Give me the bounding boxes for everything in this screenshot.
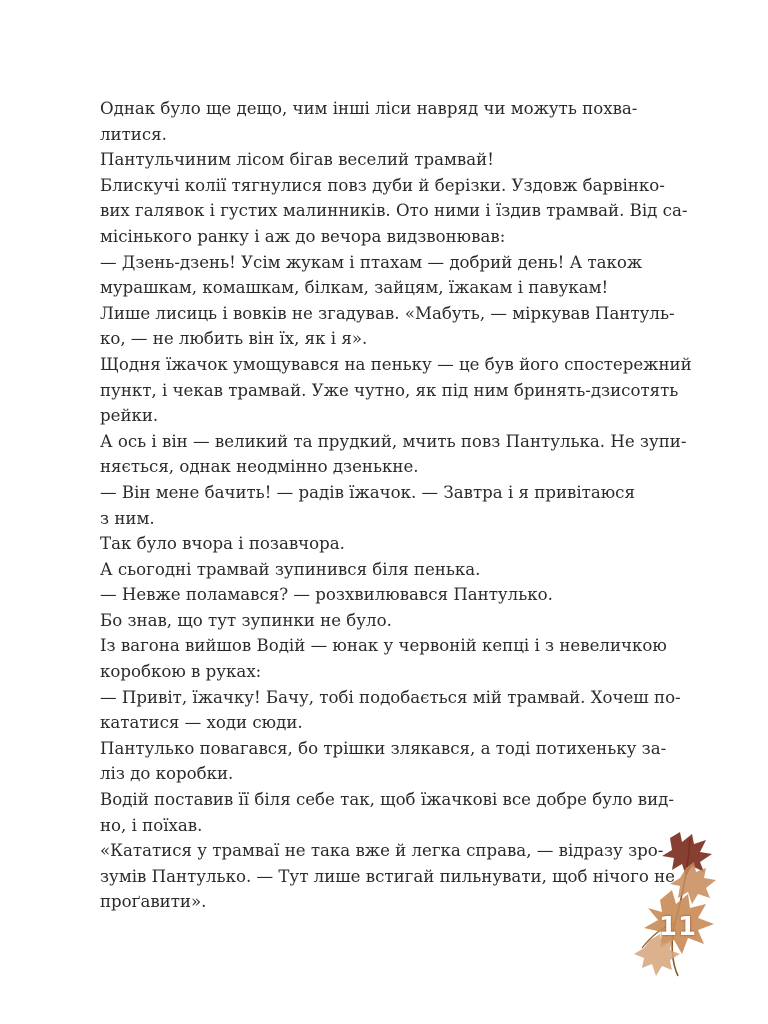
text-line: коробкою в руках: <box>100 662 262 682</box>
text-line: — Привіт, їжачку! Бачу, тобі подобається мій трамвай. Хочеш по- <box>100 687 681 707</box>
text-line: няється, однак неодмінно дзенькне. <box>100 457 419 477</box>
text-line: Щодня їжачок умощувався на пеньку — це був його спостережний <box>100 354 692 374</box>
text-line: Пантульчиним лісом бігав веселий трамвай! <box>100 150 494 170</box>
text-line: А ось і він — великий та прудкий, мчить повз Пантулька. Не зупи- <box>100 431 687 451</box>
text-line: проґавити». <box>100 892 207 912</box>
text-line: — Дзень-дзень! Усім жукам і птахам — добрий день! А також <box>100 252 643 272</box>
text-line: мурашкам, комашкам, білкам, зайцям, їжакам і павукам! <box>100 278 609 298</box>
text-line: вих галявок і густих малинників. Ото ними і їздив трамвай. Від са- <box>100 201 688 221</box>
story-text <box>100 96 692 915</box>
text-line: — Невже поламався? — розхвилювався Пантулько. <box>100 585 553 605</box>
text-line: Блискучі колії тягнулися повз дуби й берізки. Уздовж барвінко- <box>100 175 665 195</box>
text-line: Пантулько повагався, бо трішки злякався, а тоді потихеньку за- <box>100 738 667 758</box>
text-line: Так було вчора і позавчора. <box>100 534 345 554</box>
text-line: но, і поїхав. <box>100 815 203 835</box>
text-line: ко, — не любить він їх, як і я». <box>100 329 368 349</box>
text-line: пункт, і чекав трамвай. Уже чутно, як під ним бринять-дзисотять <box>100 380 679 400</box>
page-number: 11 <box>658 912 698 942</box>
text-line: Лише лисиць і вовків не згадував. «Мабуть, — міркував Пантуль- <box>100 303 675 323</box>
text-line: Однак було ще дещо, чим інші ліси навряд чи можуть похва- <box>100 99 638 118</box>
text-line: кататися — ходи сюди. <box>100 713 303 733</box>
autumn-leaves-icon <box>630 828 730 978</box>
text-line: литися. <box>100 124 167 144</box>
text-line: Із вагона вийшов Водій — юнак у червоній кепці і з невеличкою <box>100 636 667 656</box>
text-line: Водій поставив її біля себе так, щоб їжачкові все добре було вид- <box>100 790 674 810</box>
text-line: зумів Пантулько. — Тут лише встигай пильнувати, щоб нічого не <box>100 866 675 886</box>
text-line: Бо знав, що тут зупинки не було. <box>100 610 392 630</box>
text-line: з ним. <box>100 508 155 528</box>
text-line: рейки. <box>100 406 159 426</box>
text-line: «Кататися у трамваї не така вже й легка справа, — відразу зро- <box>100 841 664 861</box>
text-line: А сьогодні трамвай зупинився біля пенька. <box>100 559 481 579</box>
text-line: ліз до коробки. <box>100 764 234 784</box>
text-line: — Він мене бачить! — радів їжачок. — Завтра і я привітаюся <box>100 482 635 502</box>
text-line: місінького ранку і аж до вечора видзвонював: <box>100 226 506 246</box>
